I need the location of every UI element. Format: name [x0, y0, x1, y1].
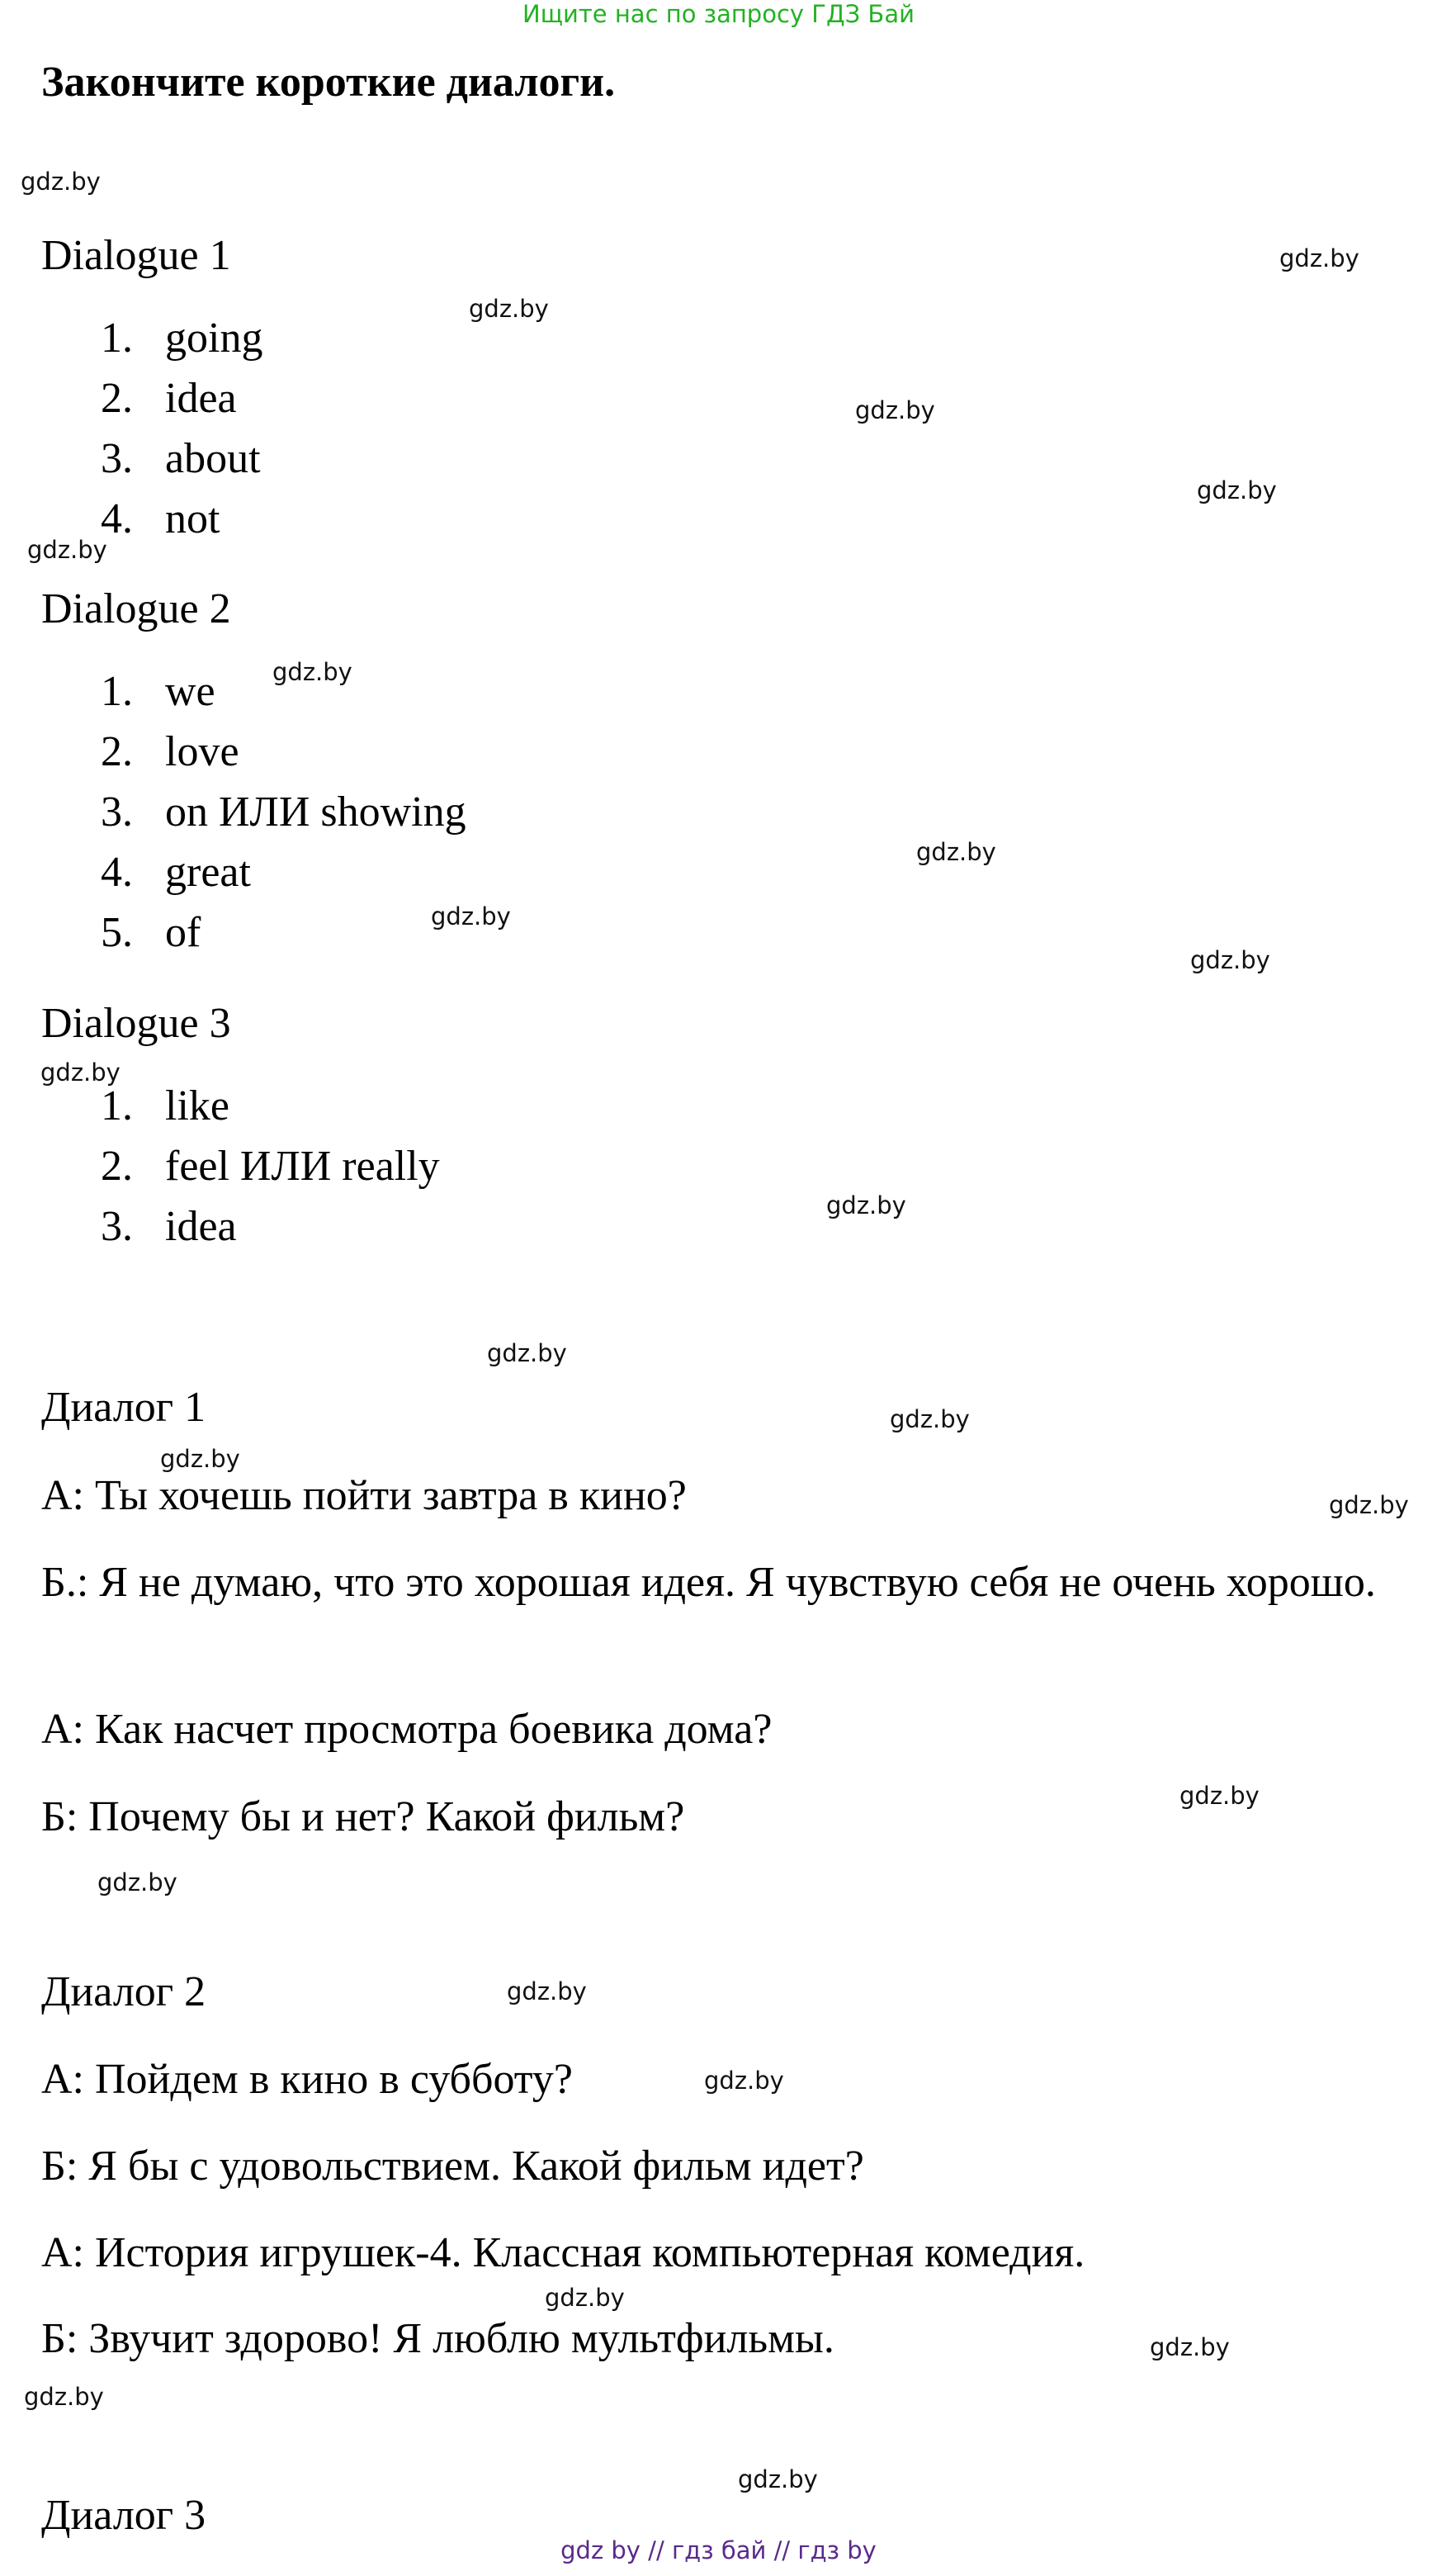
list-item: 3. on ИЛИ showing: [101, 788, 466, 836]
watermark: gdz.by: [507, 1977, 587, 2005]
watermark: gdz.by: [1190, 946, 1270, 974]
page-heading: Закончите короткие диалоги.: [41, 59, 616, 106]
dialogue-2-answers: [101, 667, 466, 968]
translation-1-title: Диалог 1: [41, 1384, 206, 1431]
translation-3-title: Диалог 3: [41, 2492, 206, 2539]
list-item: 2. idea: [101, 375, 237, 422]
watermark: gdz.by: [431, 902, 511, 930]
watermark: gdz.by: [704, 2067, 784, 2095]
list-item: 1. we: [101, 668, 215, 715]
watermark: gdz.by: [916, 838, 996, 866]
list-item: 2. love: [101, 728, 239, 775]
list-item: 3. about: [101, 435, 261, 482]
watermark: gdz.by: [1329, 1491, 1409, 1519]
watermark: gdz.by: [27, 536, 107, 564]
dialogue-1-answers: [101, 314, 262, 555]
watermark: gdz.by: [1179, 1782, 1260, 1810]
translation-2-title: Диалог 2: [41, 1968, 206, 2015]
dialog-line: Б: Звучит здорово! Я люблю мультфильмы.: [41, 2315, 834, 2362]
watermark: gdz.by: [890, 1405, 970, 1433]
list-item: 4. great: [101, 849, 251, 896]
dialog-line: А: История игрушек-4. Классная компьютерная комедия.: [41, 2229, 1085, 2276]
watermark: gdz.by: [24, 2383, 104, 2411]
list-item: 5. of: [101, 909, 201, 956]
list-item: 3. idea: [101, 1203, 237, 1250]
dialog-line: А: Пойдем в кино в субботу?: [41, 2056, 573, 2103]
watermark: gdz.by: [545, 2284, 625, 2312]
watermark: gdz.by: [97, 1868, 177, 1896]
watermark: gdz.by: [487, 1339, 567, 1367]
list-item: 2. feel ИЛИ really: [101, 1143, 440, 1190]
list-item: 1. like: [101, 1082, 229, 1129]
dialog-line: Б.: Я не думаю, что это хорошая идея. Я чувствую себя не очень хорошо.: [41, 1559, 1376, 1606]
watermark: gdz.by: [160, 1445, 240, 1473]
top-banner[interactable]: Ищите нас по запросу ГДЗ Бай: [522, 0, 915, 28]
watermark: gdz.by: [469, 295, 549, 323]
dialogue-2-title: Dialogue 2: [41, 585, 231, 632]
dialogue-3-answers: [101, 1082, 440, 1262]
watermark: gdz.by: [826, 1191, 906, 1219]
dialog-line: А: Ты хочешь пойти завтра в кино?: [41, 1472, 687, 1519]
watermark: gdz.by: [40, 1058, 121, 1087]
watermark: gdz.by: [855, 396, 935, 424]
watermark: gdz.by: [738, 2465, 818, 2493]
watermark: gdz.by: [21, 168, 101, 196]
dialogue-1-title: Dialogue 1: [41, 232, 231, 279]
watermark: gdz.by: [1150, 2333, 1230, 2361]
dialog-line: А: Как насчет просмотра боевика дома?: [41, 1706, 773, 1753]
list-item: 4. not: [101, 495, 220, 542]
dialogue-3-title: Dialogue 3: [41, 1000, 231, 1047]
watermark: gdz.by: [1279, 244, 1359, 272]
dialog-line: Б: Почему бы и нет? Какой фильм?: [41, 1793, 685, 1840]
watermark: gdz.by: [1197, 476, 1277, 504]
footer-links[interactable]: gdz by // гдз бай // гдз by: [560, 2536, 877, 2564]
list-item: 1. going: [101, 315, 263, 362]
watermark: gdz.by: [272, 658, 352, 686]
dialog-line: Б: Я бы с удовольствием. Какой фильм идет?: [41, 2143, 864, 2190]
